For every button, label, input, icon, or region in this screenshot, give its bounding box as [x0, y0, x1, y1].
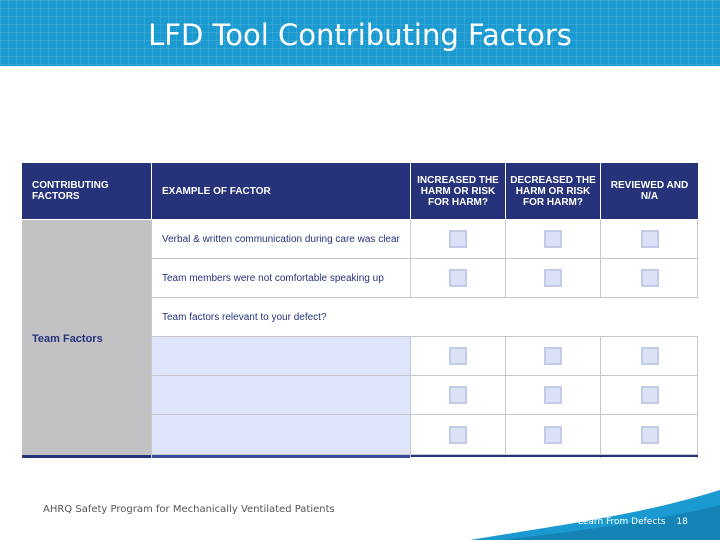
row-1-reviewed-cell [601, 220, 698, 259]
divider [697, 337, 698, 458]
footer-section-name: Learn From Defects [578, 517, 666, 527]
header-reviewed-na: REVIEWED AND N/A [601, 163, 698, 219]
blank-1-decreased-checkbox[interactable] [544, 347, 562, 365]
example-row-1: Verbal & written communication during care was clear [152, 220, 410, 259]
blank-3-decreased-checkbox[interactable] [544, 426, 562, 444]
example-row-3: Team factors relevant to your defect? [152, 298, 698, 337]
divider [410, 337, 411, 458]
row-2-increased-cell [411, 259, 505, 298]
footer-right-text [578, 517, 688, 527]
table-bottom-border [22, 455, 151, 458]
row-2-decreased-checkbox[interactable] [544, 269, 562, 287]
row-1-decreased-cell [506, 220, 600, 259]
blank-2-reviewed-checkbox[interactable] [641, 386, 659, 404]
row-2-reviewed-checkbox[interactable] [641, 269, 659, 287]
blank-1-reviewed-checkbox[interactable] [641, 347, 659, 365]
blank-3-decreased-cell [506, 415, 600, 455]
header-example-of-factor: EXAMPLE OF FACTOR [152, 163, 410, 219]
row-1-reviewed-checkbox[interactable] [641, 230, 659, 248]
blank-2-increased-checkbox[interactable] [449, 386, 467, 404]
category-team-factors: Team Factors [22, 220, 151, 458]
divider [600, 220, 601, 298]
blank-2-reviewed-cell [601, 376, 698, 415]
table-bottom-border [411, 455, 698, 457]
divider [505, 337, 506, 458]
blank-entry-field-1[interactable] [152, 337, 410, 376]
header-contributing-factors: CONTRIBUTING FACTORS [22, 163, 151, 219]
divider [151, 220, 152, 458]
page-number: 18 [676, 517, 688, 527]
row-2-increased-checkbox[interactable] [449, 269, 467, 287]
divider [410, 220, 411, 298]
blank-2-decreased-cell [506, 376, 600, 415]
blank-3-increased-checkbox[interactable] [449, 426, 467, 444]
divider [505, 220, 506, 298]
blank-2-decreased-checkbox[interactable] [544, 386, 562, 404]
blank-entry-field-3[interactable] [152, 415, 410, 455]
table-bottom-border [152, 455, 410, 458]
example-row-2: Team members were not comfortable speaking up [152, 259, 410, 298]
blank-3-increased-cell [411, 415, 505, 455]
row-1-increased-checkbox[interactable] [449, 230, 467, 248]
footer-program-name: AHRQ Safety Program for Mechanically Ventilated Patients [43, 504, 335, 515]
slide-title: LFD Tool Contributing Factors [148, 18, 572, 52]
blank-1-increased-cell [411, 337, 505, 376]
footer-wave-decoration [0, 470, 720, 540]
row-2-reviewed-cell [601, 259, 698, 298]
blank-3-reviewed-cell [601, 415, 698, 455]
row-1-decreased-checkbox[interactable] [544, 230, 562, 248]
header-increased-harm: INCREASED THE HARM OR RISK FOR HARM? [411, 163, 505, 219]
blank-1-increased-checkbox[interactable] [449, 347, 467, 365]
divider [600, 337, 601, 458]
row-1-increased-cell [411, 220, 505, 259]
row-2-decreased-cell [506, 259, 600, 298]
blank-2-increased-cell [411, 376, 505, 415]
contributing-factors-table [22, 163, 698, 461]
blank-3-reviewed-checkbox[interactable] [641, 426, 659, 444]
blank-1-reviewed-cell [601, 337, 698, 376]
blank-1-decreased-cell [506, 337, 600, 376]
header-decreased-harm: DECREASED THE HARM OR RISK FOR HARM? [506, 163, 600, 219]
divider [697, 220, 698, 298]
blank-entry-field-2[interactable] [152, 376, 410, 415]
